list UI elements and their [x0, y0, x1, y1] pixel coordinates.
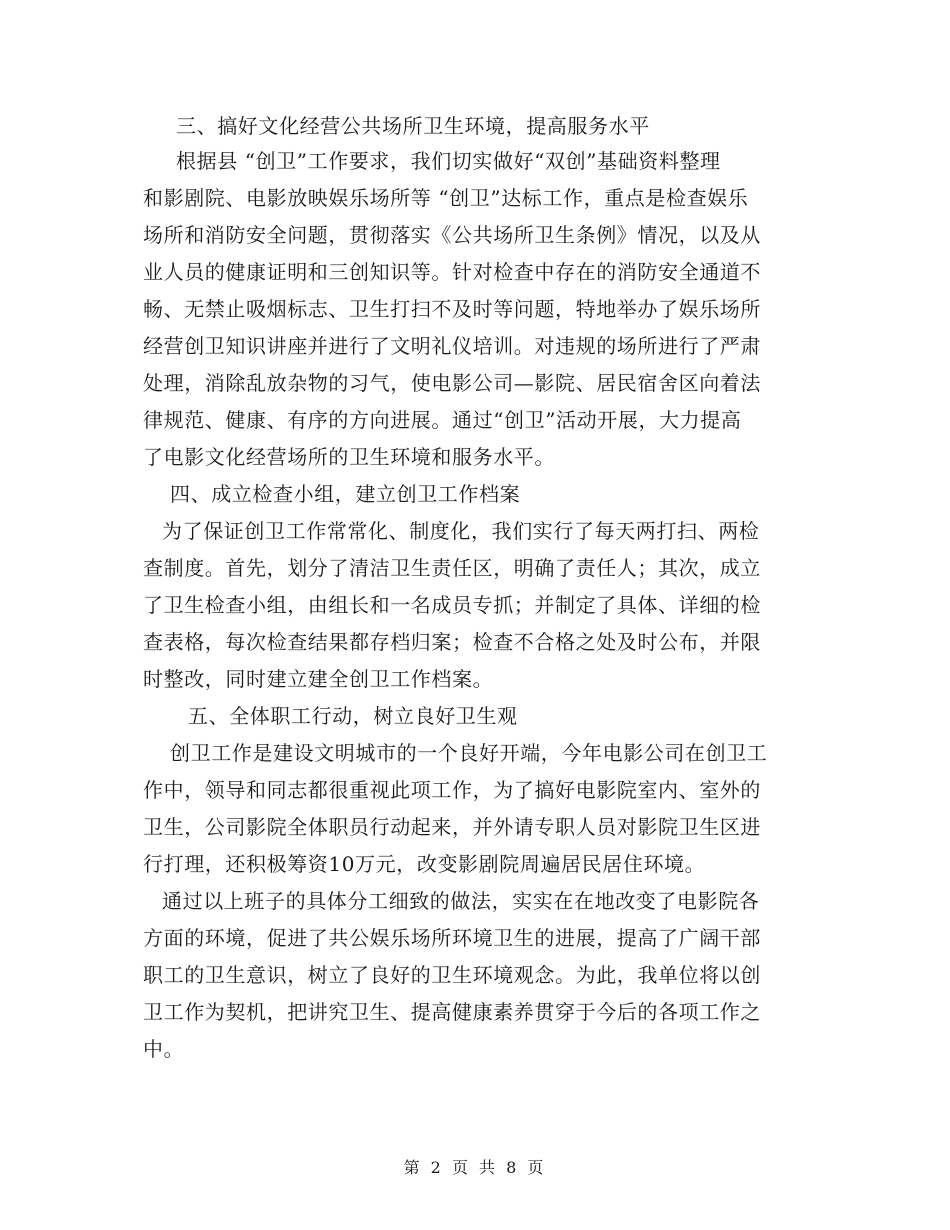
paragraph-line: 创卫工作是建设文明城市的一个良好开端，今年电影公司在创卫工 [170, 741, 768, 765]
paragraph-line: 行打理，还积极筹资10万元，改变影剧院周遍居民居住环境。 [143, 852, 706, 876]
paragraph-line: 和影剧院、电影放映娱乐场所等 “创卫”达标工作，重点是检查娱乐 [143, 186, 749, 210]
section-heading-4: 四、成立检查小组，建立创卫工作档案 [170, 482, 521, 506]
paragraph-line: 律规范、健康、有序的方向进展。通过“创卫”活动开展，大力提高 [143, 408, 742, 432]
section-heading-3: 三、搞好文化经营公共场所卫生环境，提高服务水平 [176, 114, 650, 138]
paragraph-line: 根据县 “创卫”工作要求，我们切实做好“双创”基础资料整理 [176, 149, 721, 173]
paragraph-line: 卫生，公司影院全体职员行动起来，并外请专职人员对影院卫生区进 [143, 815, 761, 839]
paragraph-line: 为了保证创卫工作常常化、制度化，我们实行了每天两打扫、两检 [162, 519, 760, 543]
paragraph-line: 了卫生检查小组，由组长和一名成员专抓；并制定了具体、详细的检 [143, 593, 761, 617]
paragraph-line: 业人员的健康证明和三创知识等。针对检查中存在的消防安全通道不 [143, 260, 761, 284]
page-footer: 第 2 页 共 8 页 [403, 1158, 547, 1177]
paragraph-line: 了电影文化经营场所的卫生环境和服务水平。 [143, 445, 555, 469]
paragraph-line: 中。 [143, 1037, 185, 1061]
paragraph-line: 处理，消除乱放杂物的习气，使电影公司—影院、居民宿舍区向着法 [143, 371, 761, 395]
paragraph-line: 方面的环境，促进了共公娱乐场所环境卫生的进展，提高了广阔干部 [143, 926, 761, 950]
paragraph-line: 职工的卫生意识，树立了良好的卫生环境观念。为此，我单位将以创 [143, 963, 761, 987]
paragraph-line: 时整改，同时建立建全创卫工作档案。 [143, 667, 494, 691]
paragraph-line: 查制度。首先，划分了清洁卫生责任区，明确了责任人；其次，成立 [143, 556, 761, 580]
paragraph-line: 查表格，每次检查结果都存档归案；检查不合格之处及时公布，并限 [143, 630, 761, 654]
section-heading-5: 五、全体职工行动，树立良好卫生观 [188, 704, 518, 728]
paragraph-line: 卫工作为契机，把讲究卫生、提高健康素养贯穿于今后的各项工作之 [143, 1000, 761, 1024]
paragraph-line: 通过以上班子的具体分工细致的做法，实实在在地改变了电影院各 [162, 889, 760, 913]
paragraph-line: 畅、无禁止吸烟标志、卫生打扫不及时等问题，特地举办了娱乐场所 [143, 297, 761, 321]
paragraph-line: 作中，领导和同志都很重视此项工作，为了搞好电影院室内、室外的 [143, 778, 761, 802]
paragraph-line: 经营创卫知识讲座并进行了文明礼仪培训。对违规的场所进行了严肃 [143, 334, 761, 358]
paragraph-line: 场所和消防安全问题，贯彻落实《公共场所卫生条例》情况，以及从 [143, 223, 761, 247]
